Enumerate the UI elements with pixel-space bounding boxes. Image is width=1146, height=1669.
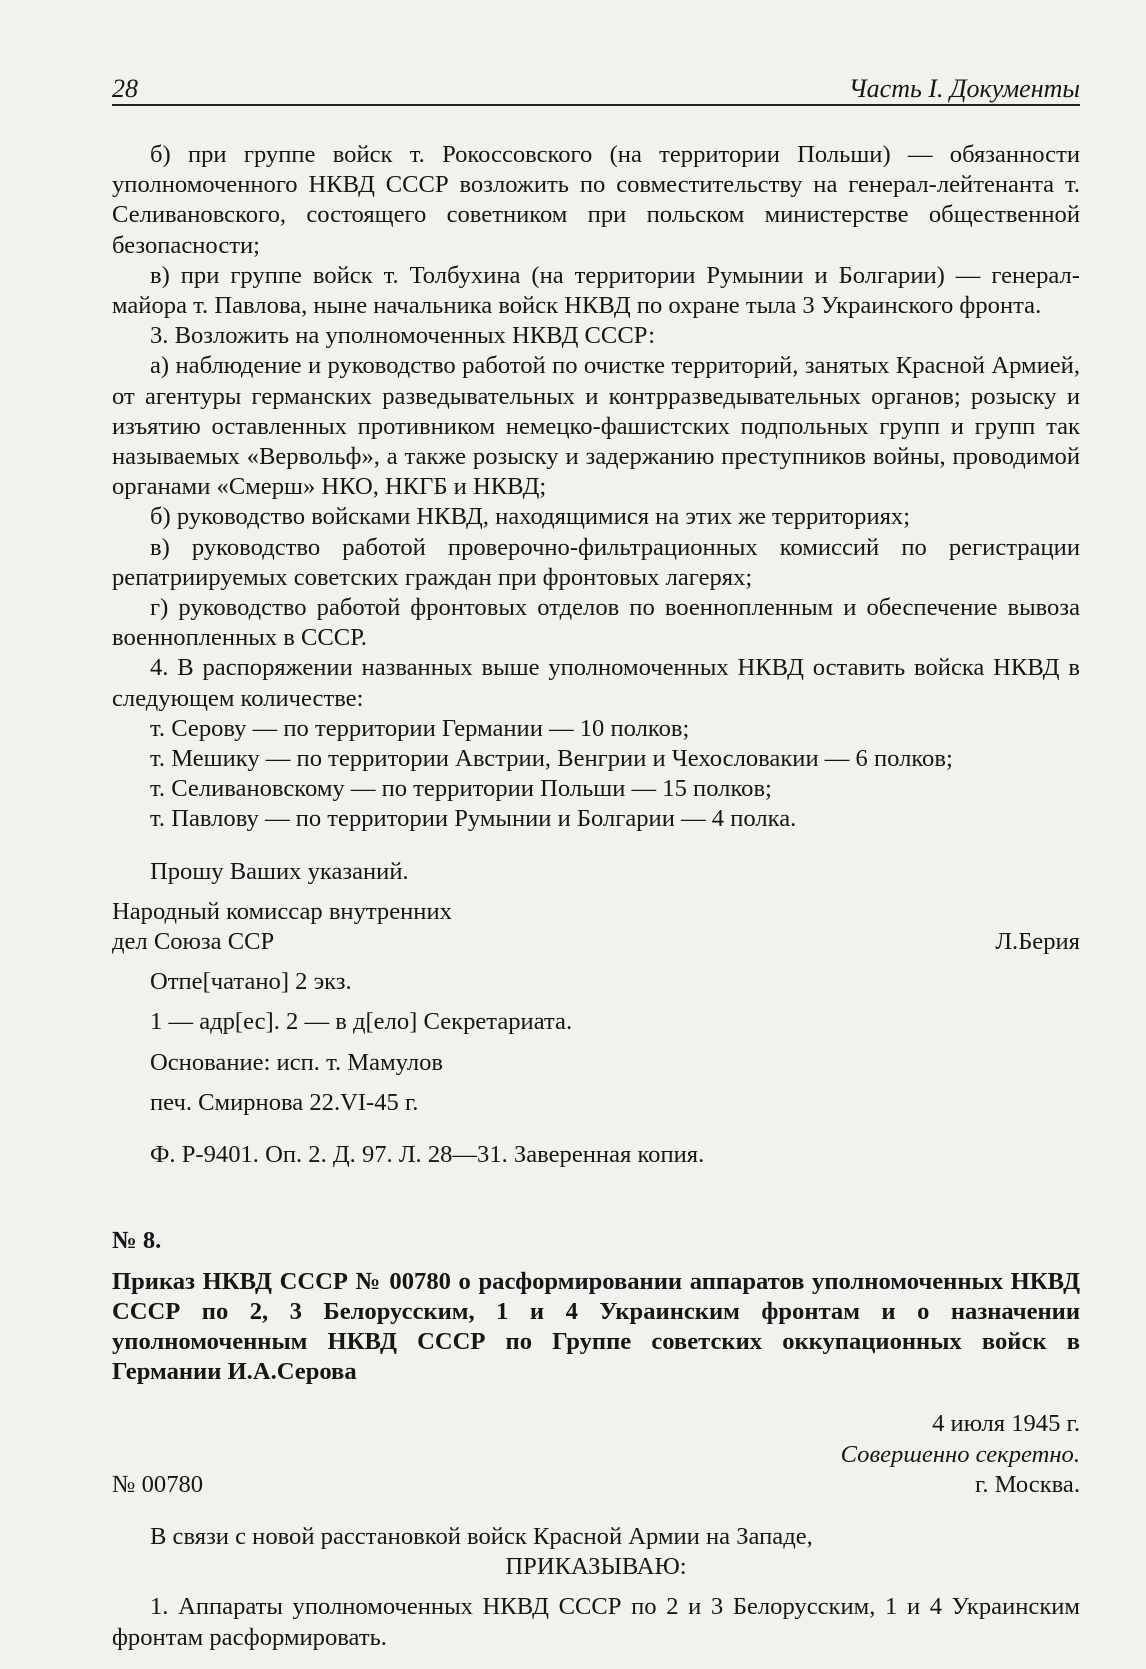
document-number: № 8. bbox=[112, 1227, 162, 1255]
paragraph-3v: в) руководство работой проверочно-фильтрационных комиссий по регистрации репатриируемых советских граждан при фронтовых лагерях; bbox=[112, 533, 1080, 591]
order-number: № 00780 bbox=[112, 1470, 204, 1498]
paragraph-v: в) при группе войск т. Толбухина (на территории Румынии и Болгарии) — генерал-майора т. Павлова, ныне начальника войск НКВД по охране тыла 3 Украинского фронта. bbox=[112, 261, 1080, 320]
order-intro: В связи с новой расстановкой войск Красной Армии на Западе, bbox=[150, 1522, 813, 1550]
running-title: Часть I. Документы bbox=[848, 74, 1080, 103]
document-date: 4 июля 1945 г. bbox=[932, 1410, 1080, 1438]
paragraph-3a: а) наблюдение и руководство работой по очистке территорий, занятых Красной Армией, от агентуры германских разведывательных и контрразведывательных органов; розыску и изъятию оставленных противником немецко-фашистских подпольных групп и групп так называемых «Вервольф», а также розыску и задержанию преступников войны, проводимой органами «Смерш» НКО, НКГБ и НКВД; bbox=[112, 352, 1080, 501]
order-number-row bbox=[112, 1470, 1080, 1500]
signer-title-line-2: дел Союза ССР bbox=[112, 928, 275, 956]
troops-item-2: т. Мешику — по территории Австрии, Венгрии и Чехословакии — 6 полков; bbox=[150, 745, 953, 773]
document-title: Приказ НКВД СССР № 00780 о расформировании аппаратов уполномоченных НКВД СССР по 2, 3 Белорусским, 1 и 4 Украинским фронтам и о назначении уполномоченным НКВД СССР по Группе советских оккупационных войск в Германии И.А.Серова bbox=[112, 1267, 1080, 1386]
troops-item-1: т. Серову — по территории Германии — 10 полков; bbox=[150, 714, 690, 742]
archive-note-distribution: 1 — адр[ес]. 2 — в д[ело] Секретариата. bbox=[150, 1008, 573, 1036]
signer-title-line-1: Народный комиссар внутренних bbox=[112, 897, 452, 925]
page-body bbox=[112, 140, 1080, 1653]
troops-item-3: т. Селивановскому — по территории Польши — 15 полков; bbox=[150, 775, 772, 803]
paragraph-4: 4. В распоряжении названных выше уполномоченных НКВД оставить войска НКВД в следующем количестве: bbox=[112, 654, 1080, 712]
signature-block bbox=[112, 897, 1080, 957]
page-number: 28 bbox=[112, 74, 138, 103]
page-header bbox=[112, 74, 1080, 106]
paragraph-3: 3. Возложить на уполномоченных НКВД СССР: bbox=[150, 322, 656, 350]
archive-note-basis: Основание: исп. т. Мамулов bbox=[150, 1048, 444, 1076]
archive-note-copies: Отпе[чатано] 2 экз. bbox=[150, 968, 352, 996]
paragraph-3g: г) руководство работой фронтовых отделов по военнопленным и обеспечение вывоза военнопленных в СССР. bbox=[112, 594, 1080, 652]
order-paragraph-1: 1. Аппараты уполномоченных НКВД СССР по 2 и 3 Белорусским, 1 и 4 Украинским фронтам расформировать. bbox=[112, 1593, 1080, 1651]
order-place: г. Москва. bbox=[975, 1470, 1080, 1498]
paragraph-3b: б) руководство войсками НКВД, находящимися на этих же территориях; bbox=[150, 503, 911, 531]
archive-note-typist: печ. Смирнова 22.VI-45 г. bbox=[150, 1088, 419, 1116]
paragraph-b: б) при группе войск т. Рокоссовского (на территории Польши) — обязанности уполномоченного НКВД СССР возложить по совместительству на генерал-лейтенанта т. Селивановского, состоящего советником при польском министерстве общественной безопасности; bbox=[112, 141, 1080, 259]
request-line: Прошу Ваших указаний. bbox=[150, 857, 409, 885]
signer-name: Л.Берия bbox=[995, 928, 1080, 956]
troops-item-4: т. Павлову — по территории Румынии и Болгарии — 4 полка. bbox=[150, 805, 797, 833]
archive-source: Ф. Р-9401. Оп. 2. Д. 97. Л. 28—31. Заверенная копия. bbox=[150, 1141, 705, 1169]
secrecy-stamp: Совершенно секретно. bbox=[840, 1440, 1080, 1468]
order-command: ПРИКАЗЫВАЮ: bbox=[505, 1553, 687, 1581]
